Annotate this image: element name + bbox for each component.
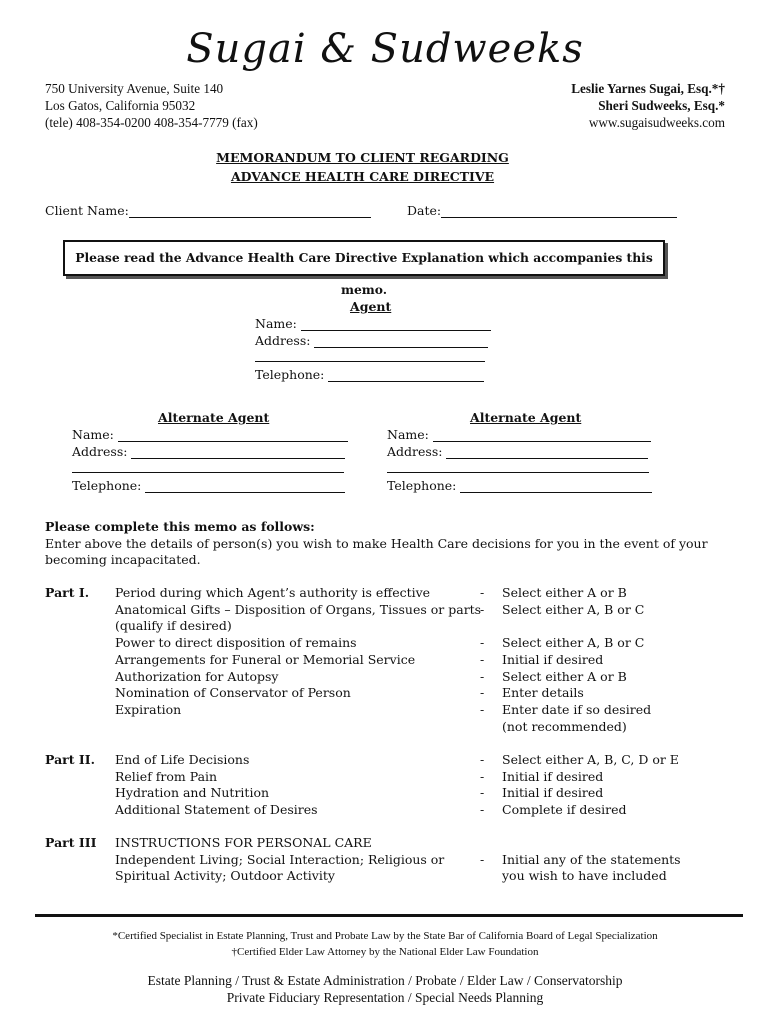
client-name-row — [45, 203, 371, 218]
alt1-address-field[interactable] — [131, 445, 345, 459]
part-1-items — [115, 585, 481, 719]
dash: - — [480, 685, 485, 701]
part-3-actions — [502, 835, 681, 885]
alt2-telephone-field[interactable] — [460, 479, 652, 493]
part-1-action: Enter date if so desired — [502, 701, 652, 717]
dash: - — [480, 768, 485, 784]
dash: - — [480, 752, 485, 767]
part-2-actions — [502, 752, 679, 819]
part-1-action: Enter details — [502, 685, 584, 701]
part-2-items — [115, 752, 318, 819]
phone-fax-line: (tele) 408-354-0200 408-354-7779 (fax) — [45, 115, 258, 130]
alt2-name-label: Name: — [387, 427, 429, 442]
agent-name-label: Name: — [255, 316, 297, 331]
instructions-line-1: Enter above the details of person(s) you wish to make Health Care decisions for you in the event of your — [45, 535, 708, 551]
part-3-item: Independent Living; Social Interaction; Religious or — [115, 851, 445, 867]
firm-logo: Sugai & Sudweeks — [186, 26, 584, 72]
dash: - — [480, 851, 485, 867]
part-1-item: Arrangements for Funeral or Memorial Service — [115, 651, 416, 667]
certification-note-1: *Certified Specialist in Estate Planning, Trust and Probate Law by the State Bar of California Board of Legal Specialization — [112, 930, 658, 942]
part-3-action — [502, 835, 681, 852]
alt2-name-field[interactable] — [433, 428, 651, 442]
part-2-action: Select either A, B, C, D or E — [502, 752, 679, 767]
dash: - — [480, 601, 485, 617]
part-1-label: Part I. — [45, 585, 90, 600]
part-1-action: (not recommended) — [502, 718, 627, 734]
agent-telephone-row — [255, 367, 484, 382]
part-3-label: Part III — [45, 835, 97, 850]
alt1-telephone-field[interactable] — [145, 479, 345, 493]
agent-name-field[interactable] — [301, 317, 491, 331]
part-1-item: Authorization for Autopsy — [115, 668, 279, 684]
alt1-telephone-label: Telephone: — [72, 478, 142, 493]
part-2-item: Relief from Pain — [115, 768, 218, 784]
agent-address-field-2[interactable] — [255, 361, 485, 362]
alt2-address-label: Address: — [387, 444, 443, 459]
memo-title — [0, 148, 725, 186]
attorney-name-2: Sheri Sudweeks, Esq.* — [598, 98, 725, 113]
part-1-item: Nomination of Conservator of Person — [115, 685, 351, 701]
memo-title-line-1: MEMORANDUM TO CLIENT REGARDING — [216, 150, 509, 165]
alternate-agent-1-heading: Alternate Agent — [158, 410, 270, 425]
alt1-address-field-2[interactable] — [72, 472, 344, 473]
dash: - — [480, 785, 485, 801]
date-field[interactable] — [441, 204, 677, 218]
part-1-action: Select either A or B — [502, 668, 627, 684]
dash: - — [480, 635, 485, 651]
date-row — [407, 203, 677, 218]
part-1-action: Select either A, B or C — [502, 601, 645, 617]
alt2-name-row — [387, 427, 651, 442]
part-1-action — [502, 618, 651, 635]
services-line-1: Estate Planning / Trust & Estate Administration / Probate / Elder Law / Conservatorship — [147, 973, 623, 988]
part-3-action: you wish to have included — [502, 868, 667, 884]
part-3-items — [115, 835, 444, 885]
alt2-address-field[interactable] — [446, 445, 648, 459]
instructions-heading: Please complete this memo as follows: — [45, 519, 315, 534]
part-2-action: Initial if desired — [502, 785, 604, 801]
address-line-1: 750 University Avenue, Suite 140 — [45, 81, 224, 96]
firm-address — [45, 80, 258, 131]
part-2-item: Additional Statement of Desires — [115, 802, 318, 818]
part-1-item: Expiration — [115, 701, 182, 717]
part-1-action: Select either A or B — [502, 585, 627, 600]
footer-divider — [35, 914, 743, 917]
alt1-name-row — [72, 427, 348, 442]
part-3-action: Initial any of the statements — [502, 851, 681, 867]
agent-telephone-label: Telephone: — [255, 367, 325, 382]
dash: - — [480, 802, 485, 818]
certification-note-2: †Certified Elder Law Attorney by the National Elder Law Foundation — [231, 946, 539, 958]
notice-box: Please read the Advance Health Care Directive Explanation which accompanies this memo. — [63, 240, 665, 276]
alt1-name-label: Name: — [72, 427, 114, 442]
agent-address-row — [255, 333, 488, 348]
part-1-item: Period during which Agent’s authority is effective — [115, 585, 431, 600]
part-1-item: Power to direct disposition of remains — [115, 635, 357, 651]
alt2-address-row — [387, 444, 648, 459]
part-1-action: Select either A, B or C — [502, 635, 645, 651]
part-1-item: (qualify if desired) — [115, 618, 232, 634]
dash — [480, 618, 484, 635]
alternate-agent-2-heading: Alternate Agent — [470, 410, 582, 425]
alt2-telephone-label: Telephone: — [387, 478, 457, 493]
dash: - — [480, 585, 485, 600]
alt2-telephone-row — [387, 478, 652, 493]
agent-address-label: Address: — [255, 333, 311, 348]
part-2-item: Hydration and Nutrition — [115, 785, 270, 801]
instructions-block — [45, 519, 708, 569]
alt1-address-label: Address: — [72, 444, 128, 459]
part-3-dashes — [480, 835, 484, 868]
part-1-item: Anatomical Gifts – Disposition of Organs, Tissues or parts — [115, 601, 482, 617]
part-2-item: End of Life Decisions — [115, 752, 250, 767]
agent-heading: Agent — [350, 299, 392, 314]
address-line-2: Los Gatos, California 95032 — [45, 98, 196, 113]
part-2-dashes — [480, 752, 484, 819]
dash: - — [480, 668, 485, 684]
alt1-address-row — [72, 444, 345, 459]
part-2-action: Complete if desired — [502, 802, 627, 818]
part-1-actions — [502, 585, 651, 735]
services-line-2: Private Fiduciary Representation / Special Needs Planning — [226, 990, 544, 1005]
client-name-field[interactable] — [129, 204, 371, 218]
part-3-item: INSTRUCTIONS FOR PERSONAL CARE — [115, 835, 372, 850]
attorney-block — [571, 80, 725, 131]
part-1-action: Initial if desired — [502, 651, 604, 667]
website-link[interactable]: www.sugaisudweeks.com — [588, 115, 725, 130]
attorney-name-1: Leslie Yarnes Sugai, Esq.*† — [571, 81, 725, 96]
agent-address-field[interactable] — [314, 334, 488, 348]
agent-name-row — [255, 316, 491, 331]
dash: - — [480, 701, 485, 717]
dash — [480, 835, 484, 852]
dash: - — [480, 651, 485, 667]
part-3-item: Spiritual Activity; Outdoor Activity — [115, 868, 335, 884]
alt1-name-field[interactable] — [118, 428, 348, 442]
agent-telephone-field[interactable] — [328, 368, 484, 382]
instructions-line-2: becoming incapacitated. — [45, 552, 201, 568]
part-2-action: Initial if desired — [502, 768, 604, 784]
part-2-label: Part II. — [45, 752, 95, 767]
alt2-address-field-2[interactable] — [387, 472, 649, 473]
client-name-label: Client Name: — [45, 203, 129, 218]
memo-title-line-2: ADVANCE HEALTH CARE DIRECTIVE — [230, 169, 495, 184]
date-label: Date: — [407, 203, 442, 218]
alt1-telephone-row — [72, 478, 345, 493]
part-1-dashes — [480, 585, 484, 719]
